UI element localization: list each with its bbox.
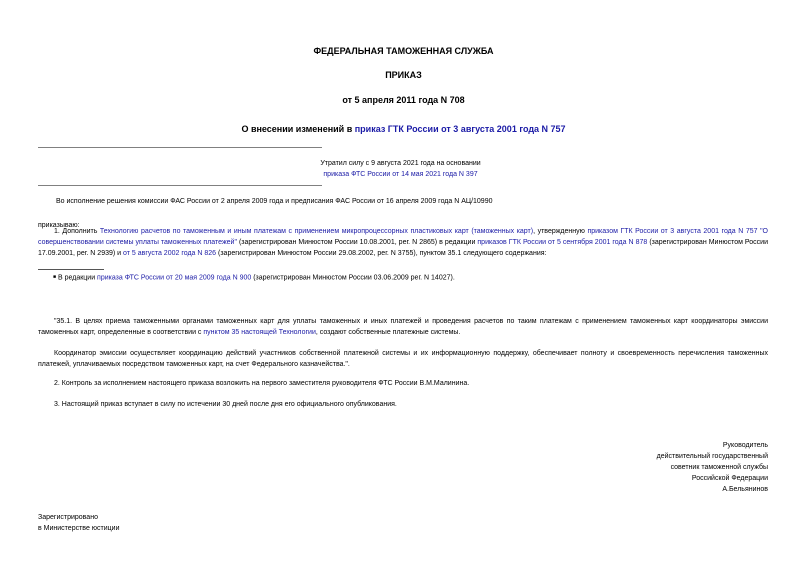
registration-block	[38, 512, 119, 534]
doc-type: ПРИКАЗ	[385, 70, 422, 80]
signature-line-1: Руководитель	[722, 442, 768, 449]
order-word: приказываю:	[38, 222, 80, 229]
signature-line-4: Российской Федерации	[691, 475, 768, 482]
signature-line-2: действительный государственный	[656, 453, 768, 460]
footnote-text-a: В редакции	[57, 274, 98, 282]
doc-title-prefix: О внесении изменений в	[241, 124, 355, 134]
signature-block	[560, 440, 768, 495]
signature-line-3: советник таможенной службы	[670, 464, 768, 471]
status-note-line: Утратил силу с 9 августа 2021 года на основании	[320, 160, 481, 167]
registration-line-1: Зарегистрировано	[38, 514, 98, 521]
footnote	[53, 272, 773, 283]
item-1-text-f: , пунктом 35.1 следующего содержания:	[415, 250, 547, 257]
footnote-link-order-900[interactable]: приказа ФТС России от 20 мая 2009 года N 900	[97, 274, 252, 282]
divider-top	[38, 147, 322, 148]
item-1-text-d: (зарегистрирован Минюстом России 17.09.2001, рег. N 2939) и	[38, 239, 768, 257]
intro-paragraph: Во исполнение решения комиссии ФАС России от 2 апреля 2009 года и предписания ФАС России от 16 апреля 2009 года N АЦ/10990	[56, 198, 493, 205]
item-1-text-e: (зарегистрирован Минюстом России 29.08.2002, рег. N 3755)	[216, 250, 416, 257]
item-1-link-order-826[interactable]: от 5 августа 2002 года N 826	[123, 250, 217, 257]
item-1-link-order-878[interactable]: приказов ГТК России от 5 сентября 2001 года N 878	[477, 239, 648, 246]
agency-title: ФЕДЕРАЛЬНАЯ ТАМОЖЕННАЯ СЛУЖБА	[313, 46, 494, 56]
doc-title-link[interactable]: приказ ГТК России от 3 августа 2001 года N 757	[354, 124, 566, 134]
footnote-divider	[38, 269, 104, 270]
divider-bottom	[38, 185, 322, 186]
signature-name: А.Бельянинов	[722, 486, 768, 493]
quote-1-text-a: "35.1. В целях приема таможенными органами таможенных карт для уплаты таможенных и иных платежей и проведения расчетов по таким платежам с применением таможенных карт координаторы эмиссии таможенных карт, определенные в соответствии с	[38, 318, 768, 336]
quote-paragraph-2: Координатор эмиссии осуществляет координацию действий участников собственной платежной системы и их информационную поддержку, обеспечивает полноту и своевременность перечисления таможенных платежей, уплачиваемых посредством таможенных карт, на счет Федерального казначейства.".	[38, 350, 768, 368]
status-note-link[interactable]: приказа ФТС России от 14 мая 2021 года N 397	[323, 171, 478, 178]
quote-1-link-point-35[interactable]: пунктом 35 настоящей Технологии	[203, 329, 316, 336]
doc-title	[0, 124, 807, 134]
item-3-paragraph: 3. Настоящий приказ вступает в силу по истечении 30 дней после дня его официального опубликования.	[54, 401, 397, 408]
item-1-link-order-757[interactable]: приказом ГТК России от 3 августа 2001 года N 757 "О совершенствовании системы уплаты таможенных платежей"	[38, 228, 768, 246]
registration-line-2: в Министерстве юстиции	[38, 525, 120, 532]
item-1-text-a: 1. Дополнить	[54, 228, 100, 235]
item-1-text-c: (зарегистрирован Минюстом России 10.08.2001, рег. N 2865) в редакции	[236, 239, 478, 246]
status-note	[0, 158, 807, 180]
footnote-marker: ■	[53, 274, 57, 280]
item-1-paragraph	[38, 226, 768, 259]
item-1-text-b: , утвержденную	[533, 228, 588, 235]
quote-1-text-b: , создают собственные платежные системы.	[315, 329, 461, 336]
item-1-link-technology[interactable]: Технологию расчетов по таможенным и иным платежам с применением микропроцессорных пластиковых карт (таможенных карт)	[99, 228, 534, 235]
doc-date-number: от 5 апреля 2011 года N 708	[342, 95, 465, 105]
item-2-paragraph: 2. Контроль за исполнением настоящего приказа возложить на первого заместителя руководителя ФТС России В.М.Малинина.	[54, 380, 470, 387]
quote-paragraph-1	[38, 316, 768, 338]
footnote-text-b: (зарегистрирован Минюстом России 03.06.2009 рег. N 14027).	[251, 274, 455, 282]
